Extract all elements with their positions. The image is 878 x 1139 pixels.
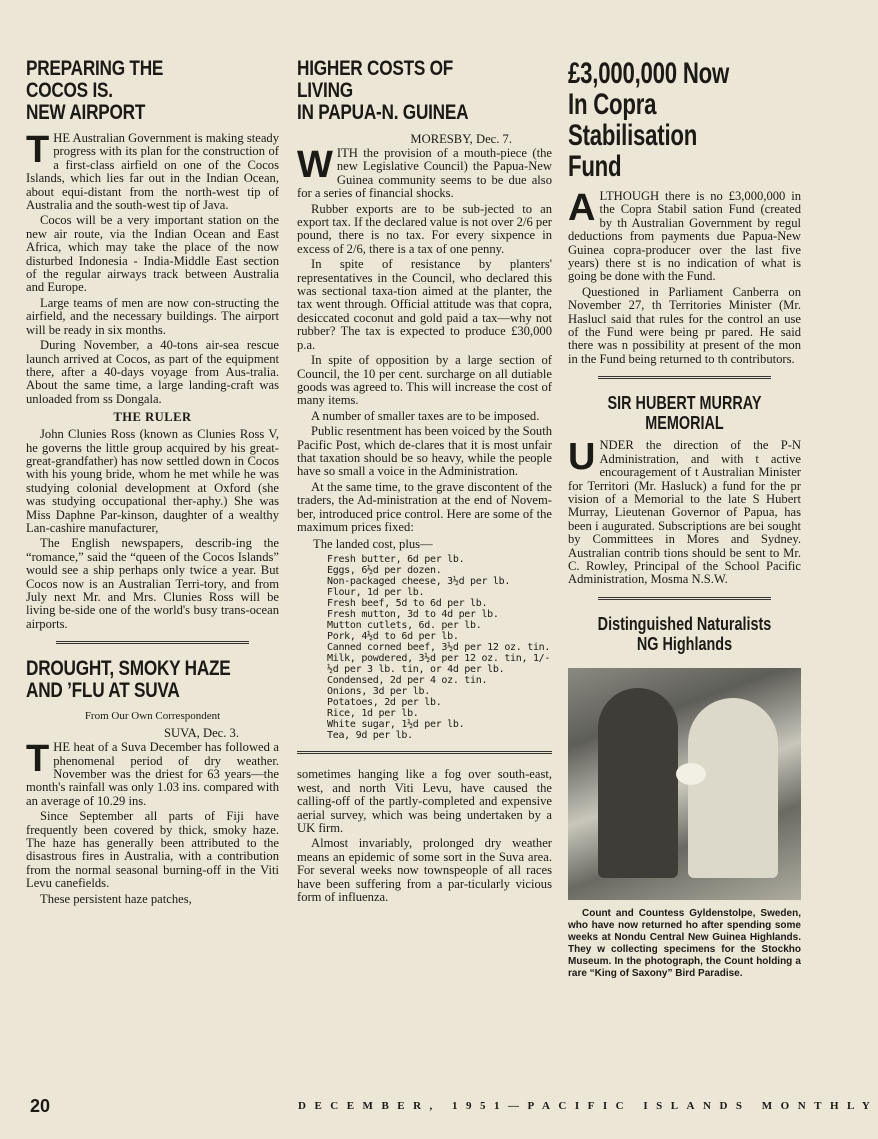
naturalists-photo: [568, 668, 801, 900]
price-list-intro: The landed cost, plus—: [313, 537, 433, 552]
dateline: SUVA, Dec. 3.: [164, 726, 239, 741]
suva-text: HE heat of a Suva December has followed a phenomenal period of dry weather. November was the driest for 63 years—the month's rainfall was only 1.03 ins. compared with an average of 10.29 ins.: [26, 740, 279, 808]
papua-paragraph: Rubber exports are to be sub-jected to an export tax. If the declared value is not over 2/6 per pound, there is no tax. For every sixpence in excess of 2/6, there is a tax of one penny.: [297, 201, 552, 256]
column-left: [26, 58, 279, 908]
drop-cap: U: [568, 436, 596, 479]
photo-bird: [676, 763, 706, 785]
price-item: Fresh mutton, 3d to 4d per lb.: [327, 609, 499, 621]
papua-paragraph: Public resentment has been voiced by the South Pacific Post, which de-clares that it is most unfair that taxation should be so heavy, while the people have so small a voice in the Administration.: [297, 424, 552, 479]
price-item: Pork, 4½d to 6d per lb.: [327, 631, 459, 643]
suva-paragraph: [26, 738, 279, 808]
price-item: Non-packaged cheese, 3½d per lb.: [327, 576, 511, 588]
papua-text: ITH the provision of a mouth-piece (the new Legislative Council) the Papua-New Guinea community seems to be due also for a series of financial shocks.: [297, 146, 552, 201]
price-item: Eggs, 6½d per dozen.: [327, 565, 442, 577]
suva-paragraph: These persistent haze patches,: [40, 891, 192, 906]
memorial-headline: SIR HUBERT MURRAY MEMORIAL: [607, 393, 762, 434]
suva-paragraph: Since September all parts of Fiji have frequently been covered by thick, smoky haze. The haze has generally been attributed to the disastrous fires in Australia, with a contribution from the normal seasonal burning-off in the Viti Levu canefields.: [26, 809, 279, 891]
cocos-paragraph: During November, a 40-tons air-sea rescue launch arrived at Cocos, as part of the equipment there, after a 40-days voyage from Aus-tralia. About the same time, a large landing-craft was unloaded from ss Dongala.: [26, 338, 279, 406]
price-item: Mutton cutlets, 6d. per lb.: [327, 620, 482, 632]
column-middle: [297, 58, 552, 906]
memorial-paragraph: [568, 436, 801, 587]
divider: [297, 751, 552, 754]
memorial-text: NDER the direction of the P-N Administration, and with t active encouragement of t Australian Minister for Territori (Mr. Hasluck) a fund for the pr vision of a Memorial to the late S Hubert Murray, Lieutenan Governor of Papua, has been i augurated. Subscriptions are bei sought by Committees in Mores and Sydney. Australian contrib tions should be sent to Mr. C. Rowley, Principal of the School Pacific Administration, Mosma N.S.W.: [568, 438, 801, 587]
photo-figure-count: [598, 688, 678, 878]
divider: [598, 376, 771, 379]
suva-continued-paragraph: sometimes hanging like a fog over south-east, west, and north Viti Levu, have caused the calling-off of the partly-completed and expensive aerial survey, which was being undertaken by a UK firm.: [297, 767, 552, 835]
price-item: Flour, 1d per lb.: [327, 587, 425, 599]
drop-cap: W: [297, 144, 333, 186]
copra-headline: £3,000,000 Now In Copra Stabilisation Fund: [568, 57, 730, 183]
drop-cap: T: [26, 738, 50, 781]
papua-paragraph: At the same time, to the grave discontent of the traders, the Ad-ministration at the end of Novem-ber, introduced price control. Here are some of the maximum prices fixed:: [297, 479, 552, 534]
ruler-subheading: THE RULER: [113, 410, 192, 425]
copra-text: LTHOUGH there is no £3,000,000 in the Copra Stabil sation Fund (created by th Australian Government by regul deductions from payments due Papua-New Guinea copra-producer over the last five years) there st is no indication of what is going be done with the Fund.: [568, 189, 801, 284]
cocos-paragraph: Cocos will be a very important station on the new air route, via the Indian Ocean and East Africa, which may take the place of the now disturbed Indonesia - India-Middle East section of the regular airways track between Australia and Europe.: [26, 213, 279, 295]
column-right: [568, 58, 801, 980]
naturalists-headline: Distinguished Naturalists NG Highlands: [597, 613, 772, 654]
cocos-paragraph: Large teams of men are now con-structing the airfield, and the necessary buildings. The airport will be ready in six months.: [26, 295, 279, 337]
divider: [598, 597, 771, 600]
papua-paragraph: [297, 144, 552, 201]
price-item: Fresh beef, 5d to 6d per lb.: [327, 598, 488, 610]
dateline: MORESBY, Dec. 7.: [410, 132, 512, 146]
suva-headline: DROUGHT, SMOKY HAZE AND ’FLU AT SUVA: [26, 657, 231, 703]
price-list: [327, 554, 552, 741]
price-item: Canned corned beef, 3½d per 12 oz. tin.: [327, 642, 551, 654]
cocos-headline: PREPARING THE COCOS IS. NEW AIRPORT: [26, 57, 164, 124]
price-item: White sugar, 1½d per lb.: [327, 719, 465, 731]
papua-paragraph: In spite of resistance by planters' representatives in the Council, who declared this was sectional taxa-tion aimed at the planter, the tax went through. Official attitude was that copra, desiccated coconut and gold paid a tax—why not rubber? The tax is expected to produce £30,000 p.a.: [297, 257, 552, 352]
cocos-paragraph: John Clunies Ross (known as Clunies Ross V, he governs the little group acquired by his great-great-grandfather) has now settled down in Cocos with his young bride, whom he met while he was studying colonial development at Oxford (she was studying occupational ther-aphy.) She was Miss Daphne Par-kinson, daughter of a wealthy Lan-cashire manufacturer,: [26, 427, 279, 535]
price-item: Fresh butter, 6d per lb.: [327, 554, 465, 566]
price-item: Potatoes, 2d per lb.: [327, 697, 442, 709]
byline: From Our Own Correspondent: [84, 710, 221, 723]
page-number: 20: [30, 1096, 51, 1116]
divider: [56, 641, 249, 644]
drop-cap: T: [26, 129, 50, 171]
price-item: Tea, 9d per lb.: [327, 730, 413, 742]
price-item: Milk, powdered, 3½d per 12 oz. tin, 1/-½d per 3 lb. tin, or 4d per lb. Condensed, 2d per 4 oz. tin.: [327, 653, 551, 687]
papua-paragraph: A number of smaller taxes are to be imposed.: [311, 408, 540, 423]
price-item: Onions, 3d per lb.: [327, 686, 430, 698]
photo-figure-countess: [688, 698, 778, 878]
drop-cap: A: [568, 187, 596, 229]
cocos-paragraph: The English newspapers, describ-ing the “romance,” said the “queen of the Cocos Islands” would see a ship perhaps only twice a year. But Cocos now is an Australian Terri-tory, and from July next Mr. and Mrs. Clunies Ross will be living be-side one of the world's busy trans-ocean airports.: [26, 536, 279, 631]
cocos-text: HE Australian Government is making steady progress with its plan for the construction of a first-class airfield on one of the Cocos Islands, which lies far out in the Indian Ocean, about equi-distant from the north-west tip of Australia and the south-west tip of Java.: [26, 131, 279, 213]
price-item: Rice, 1d per lb.: [327, 708, 419, 720]
caption-text: Sweden, who have now returned ho after spending some weeks at Nondu Central New Guinea Highlands. They w collecting specimens for the Stockho Museum. In the photograph, the Count holding a rare “King of Saxony” Bird Paradise.: [568, 907, 801, 979]
papua-headline: HIGHER COSTS OF LIVING IN PAPUA-N. GUINEA: [297, 57, 469, 124]
caption-name: Count and Countess Gyldenstolpe,: [582, 907, 756, 919]
photo-caption: [568, 908, 801, 980]
magazine-footer: DECEMBER, 1951—PACIFIC ISLANDS MONTHLY: [298, 1100, 878, 1112]
cocos-paragraph: [26, 129, 279, 213]
papua-paragraph: In spite of opposition by a large section of Council, the 10 per cent. surcharge on all dutiable goods was agreed to. This will increase the cost of many items.: [297, 353, 552, 408]
copra-paragraph: Questioned in Parliament Canberra on November 27, th Territories Minister (Mr. Haslucl said that rules for the control an use of the Fund were being pr pared. He said there was n possibility at present of the mon in the Fund being returned to th contributors.: [568, 284, 801, 366]
copra-paragraph: [568, 187, 801, 284]
suva-continued-paragraph: Almost invariably, prolonged dry weather means an epidemic of some sort in the Suva area. For several weeks now townspeople of all races have been suffering from a par-ticularly vicious form of influenza.: [297, 836, 552, 905]
